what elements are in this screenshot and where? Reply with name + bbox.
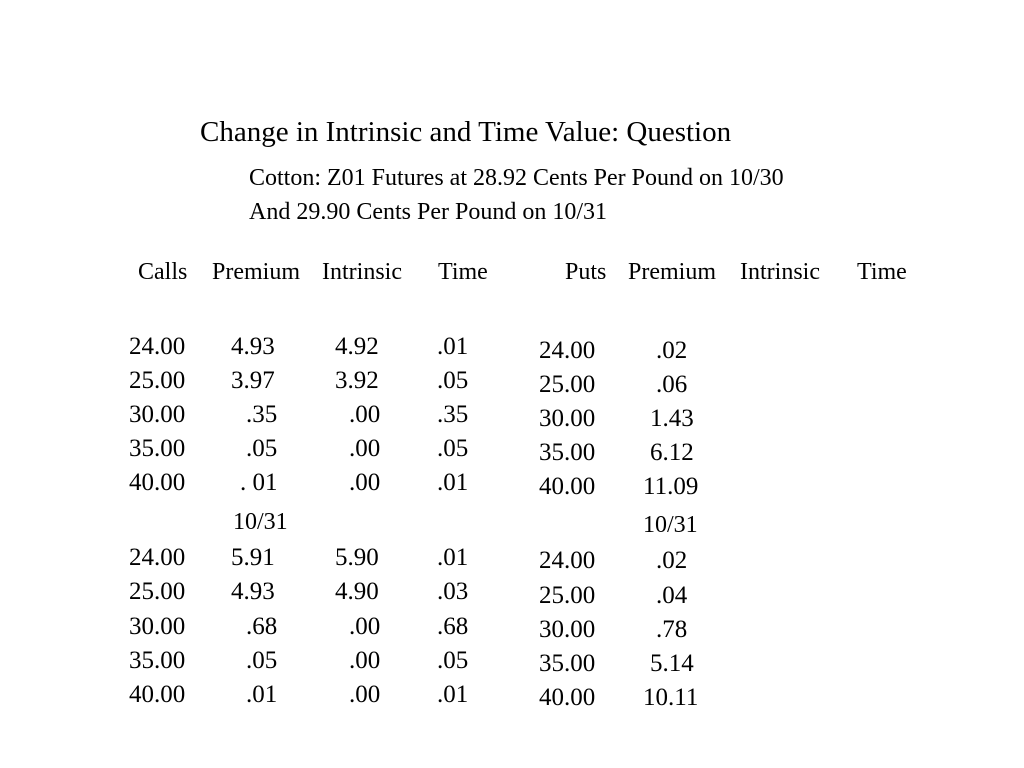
calls-day2-intrinsic: 4.90 (335, 578, 379, 605)
calls-day2-strike: 40.00 (129, 681, 186, 708)
slide-title: Change in Intrinsic and Time Value: Question (200, 116, 732, 148)
puts-day1-premium: .02 (656, 337, 688, 364)
puts-day2-premium: .02 (656, 547, 688, 574)
puts-day1-strike: 30.00 (539, 405, 596, 432)
puts-day1-premium: 1.43 (650, 405, 694, 432)
calls-day2-strike: 24.00 (129, 544, 186, 571)
subtitle-line-1: Cotton: Z01 Futures at 28.92 Cents Per Pound on 10/30 (249, 165, 784, 191)
calls-day1-premium: . 01 (240, 469, 278, 496)
calls-header-intrinsic: Intrinsic (322, 259, 402, 285)
calls-day2-time: .01 (437, 681, 469, 708)
calls-day1-strike: 30.00 (129, 401, 186, 428)
calls-header-premium: Premium (212, 259, 300, 285)
subtitle-line-2: And 29.90 Cents Per Pound on 10/31 (249, 199, 608, 225)
calls-day2-time: .05 (437, 647, 469, 674)
calls-day2-intrinsic: .00 (349, 613, 381, 640)
puts-day2-strike: 35.00 (539, 650, 596, 677)
puts-header-premium: Premium (628, 259, 716, 285)
calls-day1-premium: 3.97 (231, 367, 275, 394)
calls-header-time: Time (438, 259, 488, 285)
calls-day2-time: .68 (437, 613, 469, 640)
puts-day1-strike: 25.00 (539, 371, 596, 398)
calls-day2-premium: 4.93 (231, 578, 275, 605)
puts-day2-premium: .04 (656, 582, 688, 609)
calls-day2-intrinsic: .00 (349, 647, 381, 674)
calls-day2-premium: .05 (246, 647, 278, 674)
calls-day2-time: .03 (437, 578, 469, 605)
puts-day1-strike: 40.00 (539, 473, 596, 500)
puts-day2-strike: 30.00 (539, 616, 596, 643)
puts-day2-premium: .78 (656, 616, 688, 643)
puts-day1-premium: 6.12 (650, 439, 694, 466)
calls-day2-time: .01 (437, 544, 469, 571)
puts-header-intrinsic: Intrinsic (740, 259, 820, 285)
puts-header-puts: Puts (565, 259, 607, 285)
puts-day1-strike: 24.00 (539, 337, 596, 364)
puts-day2-strike: 25.00 (539, 582, 596, 609)
puts-day2-strike: 40.00 (539, 684, 596, 711)
calls-day2-strike: 35.00 (129, 647, 186, 674)
calls-day1-intrinsic: .00 (349, 469, 381, 496)
calls-date-label: 10/31 (233, 509, 288, 535)
calls-day2-premium: .68 (246, 613, 278, 640)
calls-day2-premium: 5.91 (231, 544, 275, 571)
calls-day2-strike: 25.00 (129, 578, 186, 605)
calls-header-calls: Calls (138, 259, 188, 285)
calls-day1-time: .35 (437, 401, 469, 428)
calls-day1-intrinsic: .00 (349, 435, 381, 462)
puts-day1-strike: 35.00 (539, 439, 596, 466)
calls-day1-time: .05 (437, 435, 469, 462)
calls-day1-time: .05 (437, 367, 469, 394)
puts-header-time: Time (857, 259, 907, 285)
calls-day1-intrinsic: 3.92 (335, 367, 379, 394)
calls-day1-premium: .35 (246, 401, 278, 428)
puts-day1-premium: .06 (656, 371, 688, 398)
calls-day2-intrinsic: .00 (349, 681, 381, 708)
calls-day1-strike: 40.00 (129, 469, 186, 496)
puts-date-label: 10/31 (643, 512, 698, 538)
calls-day1-intrinsic: .00 (349, 401, 381, 428)
calls-day2-strike: 30.00 (129, 613, 186, 640)
puts-day2-strike: 24.00 (539, 547, 596, 574)
calls-day1-premium: 4.93 (231, 333, 275, 360)
puts-day2-premium: 5.14 (650, 650, 694, 677)
calls-day1-intrinsic: 4.92 (335, 333, 379, 360)
calls-day2-premium: .01 (246, 681, 278, 708)
calls-day1-strike: 24.00 (129, 333, 186, 360)
calls-day1-strike: 35.00 (129, 435, 186, 462)
calls-day1-time: .01 (437, 333, 469, 360)
calls-day1-time: .01 (437, 469, 469, 496)
calls-day1-premium: .05 (246, 435, 278, 462)
puts-day2-premium: 10.11 (643, 684, 699, 711)
calls-day2-intrinsic: 5.90 (335, 544, 379, 571)
calls-day1-strike: 25.00 (129, 367, 186, 394)
puts-day1-premium: 11.09 (643, 473, 699, 500)
